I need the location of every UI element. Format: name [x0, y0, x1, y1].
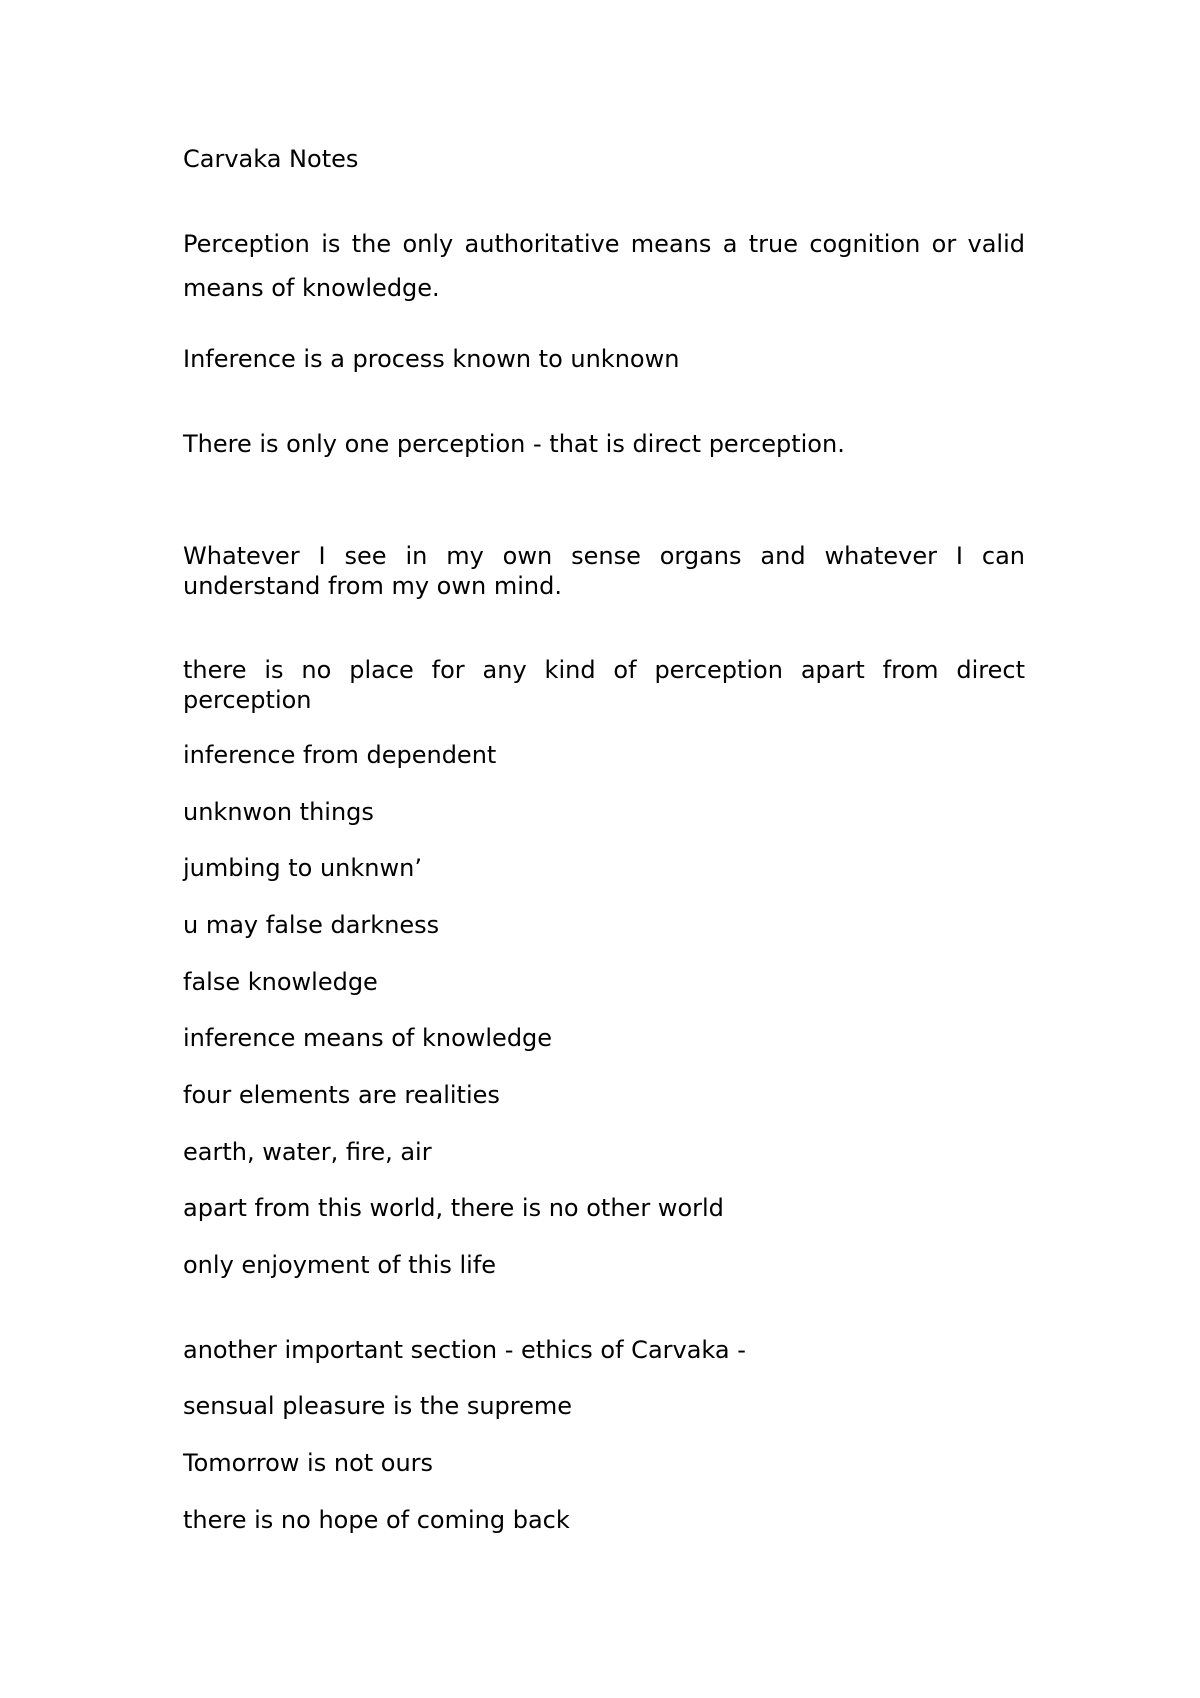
paragraph: another important section - ethics of Carvaka - [183, 1336, 746, 1364]
paragraph: earth, water, fire, air [183, 1138, 432, 1166]
document-title: Carvaka Notes [183, 145, 359, 173]
paragraph: u may false darkness [183, 911, 440, 939]
paragraph: There is only one perception - that is direct perception. [183, 430, 845, 458]
paragraph: jumbing to unknwn’ [183, 854, 422, 882]
paragraph: Perception is the only authoritative means a true cognition or valid means of knowledge. [183, 230, 1025, 302]
paragraph: unknwon things [183, 798, 374, 826]
paragraph: apart from this world, there is no other world [183, 1194, 724, 1222]
paragraph: four elements are realities [183, 1081, 500, 1109]
paragraph: only enjoyment of this life [183, 1251, 497, 1279]
paragraph: sensual pleasure is the supreme [183, 1392, 573, 1420]
paragraph: false knowledge [183, 968, 378, 996]
paragraph: Whatever I see in my own sense organs and whatever I can understand from my own mind. [183, 542, 1025, 600]
paragraph: there is no place for any kind of perception apart from direct perception [183, 656, 1025, 714]
paragraph: Tomorrow is not ours [183, 1449, 434, 1477]
paragraph: inference from dependent [183, 741, 497, 769]
paragraph: Inference is a process known to unknown [183, 345, 680, 373]
paragraph: inference means of knowledge [183, 1024, 553, 1052]
paragraph: there is no hope of coming back [183, 1506, 570, 1534]
